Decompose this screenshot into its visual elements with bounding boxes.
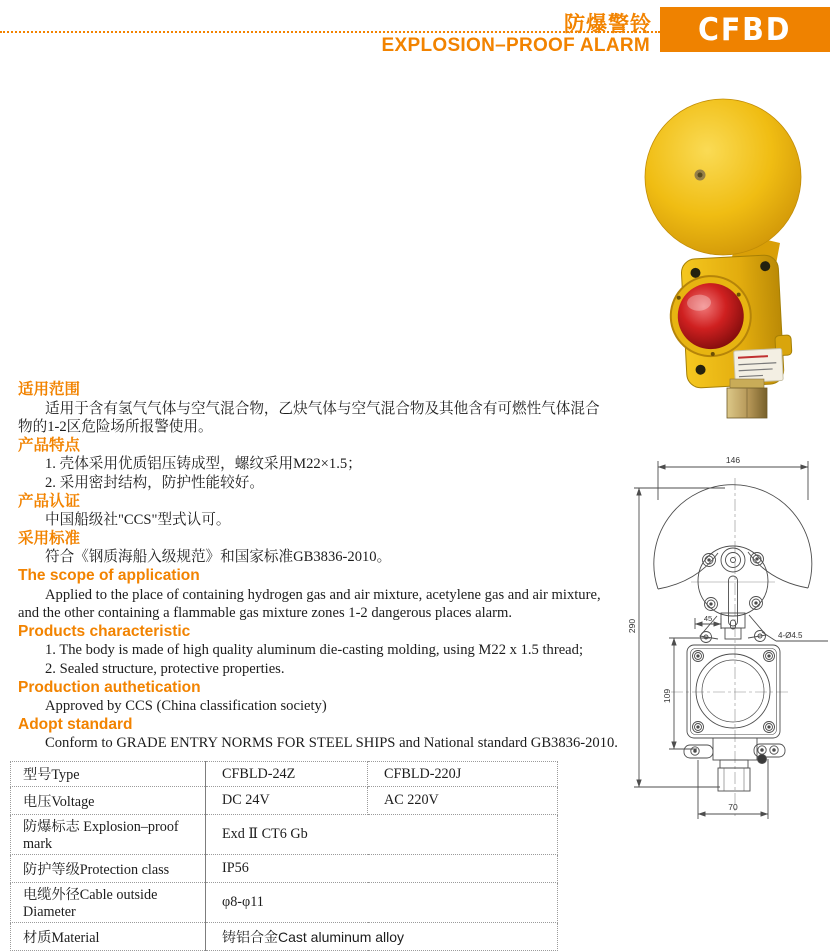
table-row <box>11 923 558 951</box>
section-heading-standard-en: Adopt standard <box>18 715 133 733</box>
section-text: Conform to GRADE ENTRY NORMS FOR STEEL SHIPS and National standard GB3836-2010. <box>45 735 618 752</box>
spec-value: CFBLD-24Z <box>206 762 368 787</box>
section-text: 符合《钢质海船入级规范》和国家标准GB3836-2010。 <box>45 549 392 566</box>
dim-label-45: 45 <box>703 614 713 623</box>
section-heading-cert-en: Production authetication <box>18 678 201 696</box>
product-photo <box>640 95 830 420</box>
table-row <box>11 883 558 923</box>
dimension-drawing <box>625 448 830 828</box>
dim-label-70: 70 <box>728 802 738 812</box>
section-text: 中国船级社"CCS"型式认可。 <box>45 512 231 529</box>
dim-label-109: 109 <box>662 688 672 704</box>
spec-label: 防护等级Protection class <box>11 855 206 883</box>
section-heading-feature-en: Products characteristic <box>18 622 191 640</box>
spec-table <box>10 761 558 951</box>
spec-value: IP56 <box>206 855 558 883</box>
section-text: Applied to the place of containing hydrogen gas and air mixture, acetylene gas and air mixture, <box>45 586 601 603</box>
table-row <box>11 762 558 787</box>
spec-label: 电缆外径Cable outside Diameter <box>11 883 206 923</box>
model-badge-text: CFBD <box>698 11 792 48</box>
dim-label-holes: 4-Ø4.5 <box>778 631 803 640</box>
spec-value: 铸铝合金Cast aluminum alloy <box>206 923 558 951</box>
spec-value: DC 24V <box>206 787 368 815</box>
section-heading-standard-zh: 采用标准 <box>18 529 81 547</box>
alarm-body <box>668 254 794 389</box>
spec-value: Exd Ⅱ CT6 Gb <box>206 815 558 855</box>
section-heading-cert-zh: 产品认证 <box>18 492 81 510</box>
section-heading-scope-en: The scope of application <box>18 566 200 584</box>
page-title-zh: 防爆警铃 <box>564 13 652 36</box>
spec-value: AC 220V <box>368 787 558 815</box>
dim-label-146: 146 <box>725 455 741 465</box>
table-row <box>11 815 558 855</box>
bell-shape <box>645 99 801 255</box>
page-title-en: EXPLOSION–PROOF ALARM <box>381 35 650 56</box>
spec-value: φ8-φ11 <box>206 883 558 923</box>
spec-label: 材质Material <box>11 923 206 951</box>
description-sections <box>18 381 633 753</box>
section-text: 1. The body is made of high quality aluminum die-casting molding, using M22 x 1.5 thread; <box>45 642 584 659</box>
section-text: 1. 壳体采用优质铝压铸成型，螺纹采用M22×1.5； <box>45 456 362 473</box>
section-heading-feature-zh: 产品特点 <box>18 436 81 454</box>
section-text: and the other containing a flammable gas mixture zones 1-2 dangerous places alarm. <box>18 605 512 622</box>
spec-label: 防爆标志 Explosion–proof mark <box>11 815 206 855</box>
model-badge <box>660 7 830 52</box>
table-row <box>11 787 558 815</box>
section-text: 2. Sealed structure, protective properties. <box>45 660 285 677</box>
section-text: Approved by CCS (China classification society) <box>45 698 327 715</box>
dim-label-290: 290 <box>627 618 637 634</box>
spec-label: 型号Type <box>11 762 206 787</box>
section-heading-scope-zh: 适用范围 <box>18 381 81 398</box>
product-label <box>734 348 784 382</box>
spec-label: 电压Voltage <box>11 787 206 815</box>
table-row <box>11 855 558 883</box>
spec-value: CFBLD-220J <box>368 762 558 787</box>
cable-gland <box>727 379 767 418</box>
section-text: 适用于含有氢气气体与空气混合物，乙炔气体与空气混合物及其他含有可燃性气体混合 <box>45 400 600 417</box>
section-text: 物的1-2区危险场所报警使用。 <box>18 419 213 436</box>
section-text: 2. 采用密封结构，防护性能较好。 <box>45 474 264 491</box>
